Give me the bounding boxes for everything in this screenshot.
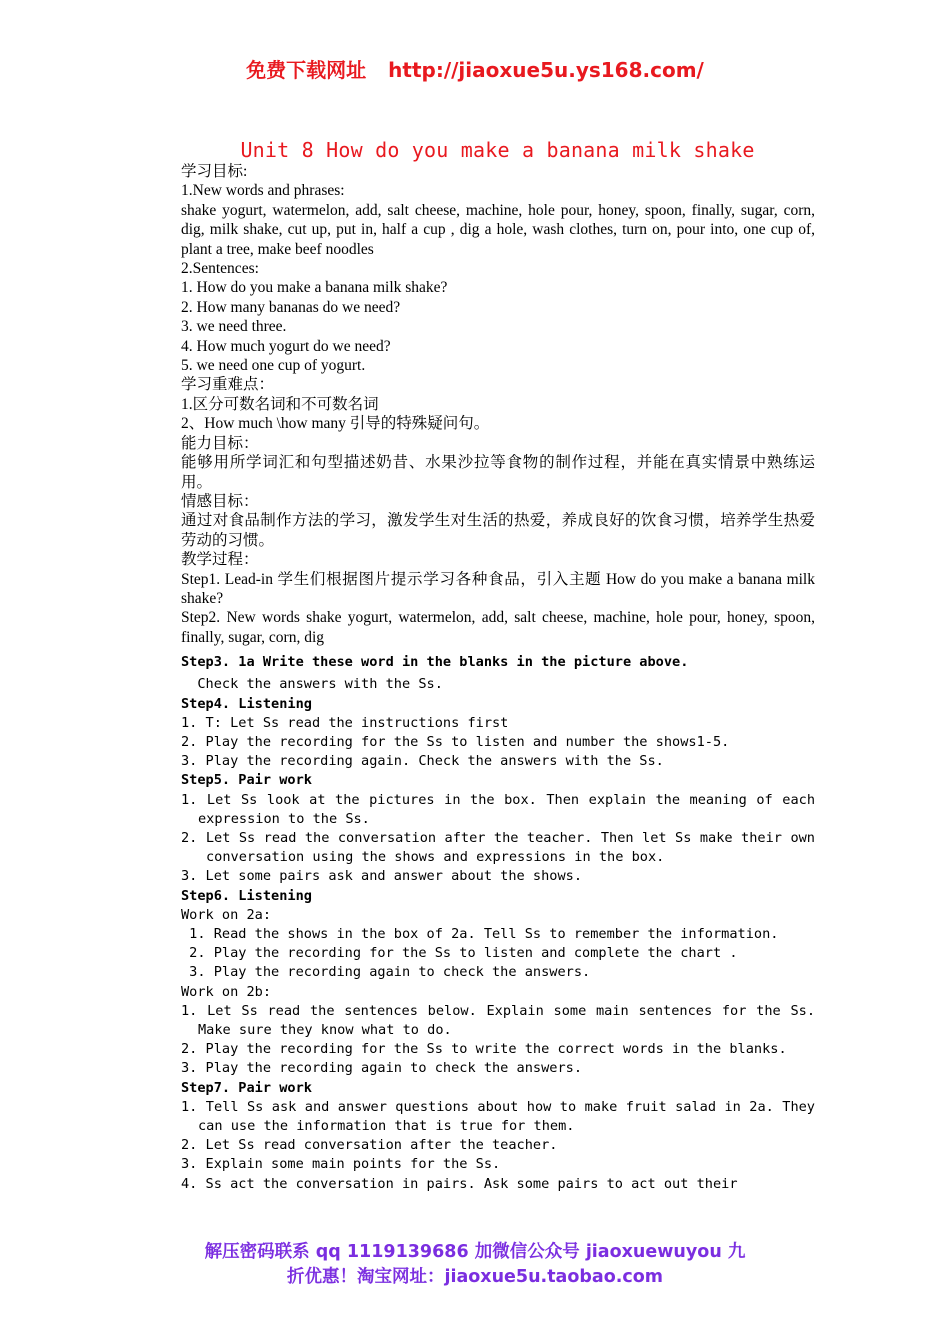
- step4-line: 3. Play the recording again. Check the answers with the Ss.: [181, 753, 664, 770]
- words-heading: 1.New words and phrases:: [181, 182, 345, 200]
- step4-line: 2. Play the recording for the Ss to listen and number the shows1-5.: [181, 733, 730, 750]
- step5-item: 3. Let some pairs ask and answer about the shows.: [181, 868, 583, 885]
- work-2a-line: 3. Play the recording again to check the answers.: [181, 964, 591, 981]
- step4-line: 1. T: Let Ss read the instructions first: [181, 714, 509, 731]
- step7-item: 4. Ss act the conversation in pairs. Ask some pairs to act out their: [181, 1175, 738, 1192]
- header-url-link[interactable]: http://jiaoxue5u.ys168.com/: [388, 58, 704, 82]
- sentence-item: 5. we need one cup of yogurt.: [181, 357, 366, 375]
- sentence-item: 3. we need three.: [181, 318, 287, 336]
- sentence-item: 2. How many bananas do we need?: [181, 298, 401, 316]
- header-label: 免费下载网址: [246, 58, 367, 82]
- header-banner: [0, 54, 950, 83]
- step5-title: Step5. Pair work: [181, 772, 312, 789]
- step3-title: Step3. 1a Write these word in the blanks in the picture above.: [181, 654, 689, 671]
- key-points-heading: 学习重难点：: [181, 376, 275, 394]
- footer-line: 折优惠！淘宝网址：jiaoxue5u.taobao.com: [286, 1267, 664, 1287]
- work-2a-heading: Work on 2a:: [181, 906, 272, 923]
- step7-title: Step7. Pair work: [181, 1079, 312, 1096]
- work-2b-line: 3. Play the recording again to check the answers.: [181, 1060, 583, 1077]
- step6-title: Step6. Listening: [181, 887, 312, 904]
- step3-line: Check the answers with the Ss.: [181, 676, 443, 693]
- key-point-item: 2、How much \how many 引导的特殊疑问句。: [181, 415, 490, 433]
- page-title: Unit 8 How do you make a banana milk shake: [240, 138, 755, 162]
- document-body: [181, 162, 815, 1194]
- key-point-item: 1.区分可数名词和不可数名词: [181, 395, 379, 413]
- ability-heading: 能力目标：: [181, 434, 259, 452]
- objectives-heading: 学习目标:: [181, 163, 248, 180]
- ability-text: 能够用所学词汇和句型描述奶昔、水果沙拉等食物的制作过程，并能在真实情景中熟练运用。: [181, 454, 815, 491]
- work-2b-line: 2. Play the recording for the Ss to write the correct words in the blanks.: [181, 1041, 787, 1058]
- footer-banner: [0, 1240, 950, 1290]
- step7-line: 3. Explain some main points for the Ss.: [181, 1156, 501, 1173]
- step4-title: Step4. Listening: [181, 695, 312, 712]
- step1-text: Step1. Lead-in 学生们根据图片提示学习各种食品，引入主题 How do you make a banana milk shake?: [181, 570, 815, 607]
- words-text: shake yogurt, watermelon, add, salt cheese, machine, hole pour, honey, spoon, finally, sugar, corn, dig, milk shake, cut up, put in, half a cup , dig a hole, wash clothes, turn on, pour into, one cup of, plant a tree, make beef noodles: [181, 201, 815, 258]
- step2-text: Step2. New words shake yogurt, watermelon, add, salt cheese, machine, hole pour, honey, spoon, finally, sugar, corn, dig: [181, 609, 815, 646]
- work-2a-line: 1. Read the shows in the box of 2a. Tell Ss to remember the information.: [181, 926, 779, 942]
- emotion-heading: 情感目标：: [181, 492, 259, 510]
- sentence-item: 4. How much yogurt do we need?: [181, 337, 391, 355]
- footer-line: 解压密码联系 qq 1119139686 加微信公众号 jiaoxuewuyou 九: [204, 1242, 746, 1262]
- step7-line: 2. Let Ss read conversation after the teacher.: [181, 1137, 558, 1154]
- emotion-text: 通过对食品制作方法的学习，激发学生对生活的热爱，养成良好的饮食习惯，培养学生热爱劳动的习惯。: [181, 512, 815, 549]
- step5-item: 1. Let Ss look at the pictures in the box. Then explain the meaning of each expression to the Ss.: [181, 791, 815, 827]
- work-2b-item: 1. Let Ss read the sentences below. Explain some main sentences for the Ss. Make sure they know what to do.: [181, 1002, 815, 1039]
- work-2a-line: 2. Play the recording for the Ss to listen and complete the chart .: [181, 945, 738, 962]
- sentence-item: 1. How do you make a banana milk shake?: [181, 279, 448, 297]
- step7-item: 1. Tell Ss ask and answer questions about how to make fruit salad in 2a. They can use the information that is true for them.: [181, 1098, 815, 1135]
- sentences-heading: 2.Sentences:: [181, 260, 259, 278]
- step5-item: 2. Let Ss read the conversation after the teacher. Then let Ss make their own conversation using the shows and expressions in the box.: [181, 829, 815, 866]
- process-heading: 教学过程：: [181, 551, 259, 569]
- work-2b-heading: Work on 2b:: [181, 983, 272, 1000]
